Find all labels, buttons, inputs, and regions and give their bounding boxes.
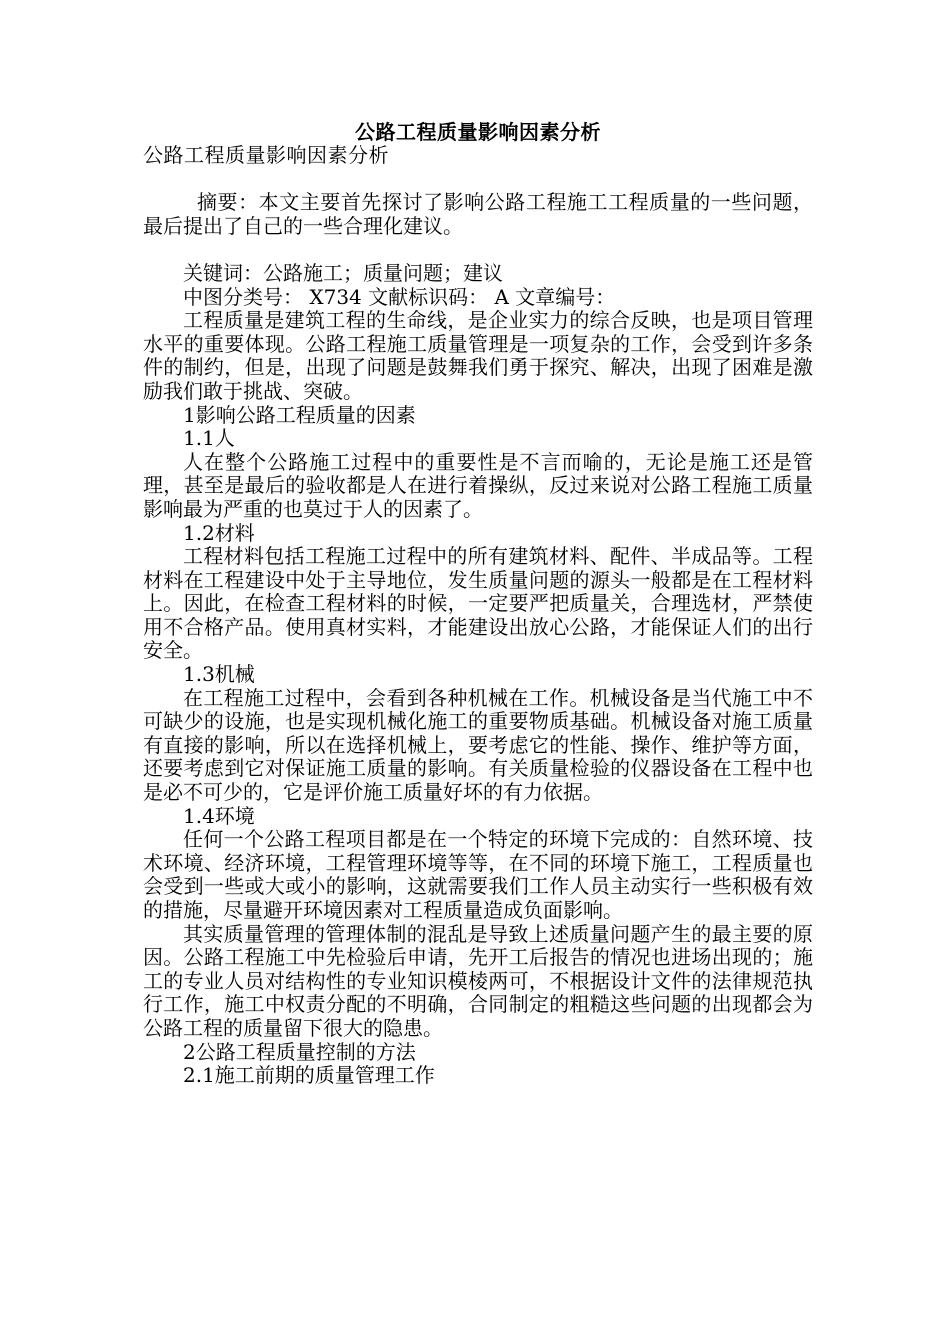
subsection-heading: 2.1施工前期的质量管理工作: [183, 1063, 435, 1088]
abstract: 摘要：本文主要首先探讨了影响公路工程施工工程质量的一些问题，最后提出了自己的一些合理化建议。: [143, 190, 813, 238]
subsection-heading: 1.2材料: [183, 520, 255, 545]
blank-line: [143, 238, 813, 262]
document-title: 公路工程质量影响因素分析: [355, 120, 601, 144]
document-page: [143, 120, 813, 1088]
body-paragraph: 工程材料包括工程施工过程中的所有建筑材料、配件、半成品等。工程材料在工程建设中处于主导地位，发生质量问题的源头一般都是在工程材料上。因此，在检查工程材料的时候，一定要严把质量关，合理选材，严禁使用不合格产品。使用真材实料，才能建设出放心公路，才能保证人们的出行安全。: [143, 544, 813, 663]
body-paragraph: 人在整个公路施工过程中的重要性是不言而喻的，无论是施工还是管理，甚至是最后的验收都是人在进行着操纵，反过来说对公路工程施工质量影响最为严重的也莫过于人的因素了。: [143, 449, 813, 521]
body-paragraph: 工程质量是建筑工程的生命线，是企业实力的综合反映，也是项目管理水平的重要体现。公路工程施工质量管理是一项复杂的工作，会受到许多条件的制约，但是，出现了问题是鼓舞我们勇于探究、解决，出现了困难是激励我们敢于挑战、突破。: [143, 308, 813, 403]
body-paragraph: 其实质量管理的管理体制的混乱是导致上述质量问题产生的最主要的原因。公路工程施工中先检验后申请，先开工后报告的情况也进场出现的；施工的专业人员对结构性的专业知识模棱两可，不根据设计文件的法律规范执行工作，施工中权责分配的不明确，合同制定的粗糙这些问题的出现都会为公路工程的质量留下很大的隐患。: [143, 921, 813, 1040]
subsection-heading: 1.3机械: [183, 662, 255, 687]
body-paragraph: 任何一个公路工程项目都是在一个特定的环境下完成的：自然环境、技术环境、经济环境，工程管理环境等等，在不同的环境下施工，工程质量也会受到一些或大或小的影响，这就需要我们工作人员主动实行一些积极有效的措施，尽量避开环境因素对工程质量造成负面影响。: [143, 827, 813, 922]
section-heading: 2公路工程质量控制的方法: [183, 1039, 416, 1064]
section-heading: 1影响公路工程质量的因素: [183, 402, 416, 427]
subsection-heading: 1.1人: [183, 426, 235, 451]
document-subtitle: 公路工程质量影响因素分析: [143, 143, 389, 167]
blank-line: [143, 168, 813, 192]
keywords: 关键词：公路施工；质量问题；建议: [183, 260, 503, 285]
subsection-heading: 1.4环境: [183, 803, 255, 828]
classification-line: 中图分类号： X734 文献标识码： A 文章编号：: [183, 284, 616, 309]
body-paragraph: 在工程施工过程中，会看到各种机械在工作。机械设备是当代施工中不可缺少的设施，也是实现机械化施工的重要物质基础。机械设备对施工质量有直接的影响，所以在选择机械上，要考虑它的性能、操作、维护等方面，还要考虑到它对保证施工质量的影响。有关质量检验的仪器设备在工程中也是必不可少的，它是评价施工质量好坏的有力依据。: [143, 685, 813, 805]
